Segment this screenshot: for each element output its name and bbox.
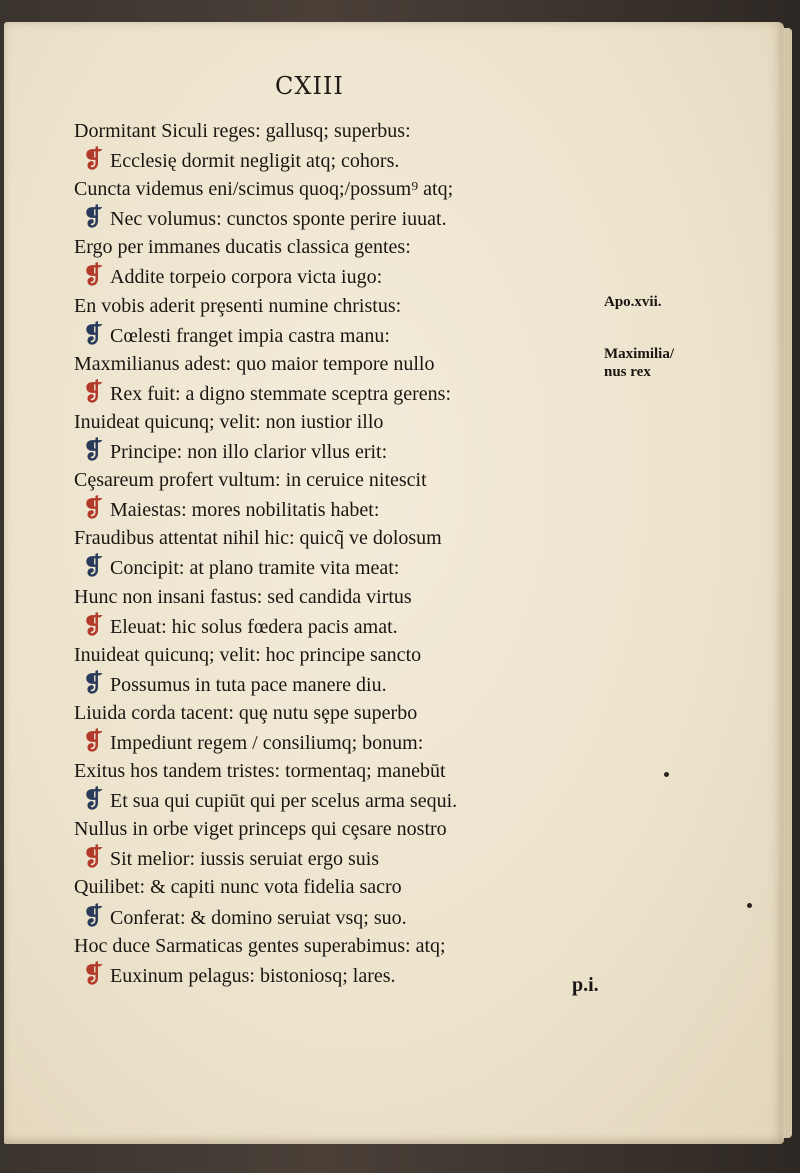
poem-line-text: Nullus in orbe viget princeps qui cȩsare nostro	[74, 818, 447, 841]
poem-line-text: En vobis aderit prȩsenti numine christus:	[74, 294, 402, 317]
poem-line	[74, 350, 634, 379]
poem-line	[74, 903, 634, 932]
poem-line	[74, 873, 634, 902]
poem-line	[74, 670, 634, 699]
red-paraph-mark-icon: ❡	[82, 496, 104, 523]
poem-line-text: Inuideat quicunq; velit: non iustior illo	[74, 410, 384, 433]
poem-line	[74, 524, 634, 553]
red-paraph-mark-icon: ❡	[82, 612, 104, 639]
margin-note-line: Maximilia/	[604, 346, 674, 362]
poem-line	[74, 262, 634, 291]
poem-line	[74, 379, 634, 408]
poem-line-text: Exitus hos tandem tristes: tormentaq; manebūt	[74, 760, 446, 783]
poem-line-text: Concipit: at plano tramite vita meat:	[110, 557, 400, 580]
poem-line	[74, 292, 634, 321]
poem-line-text: Cȩsareum profert vultum: in ceruice nitescit	[74, 469, 427, 492]
poem-line-text: Dormitant Siculi reges: gallusq; superbus:	[74, 120, 411, 142]
red-paraph-mark-icon: ❡	[82, 845, 104, 872]
blue-paraph-mark-icon: ❡	[82, 321, 104, 348]
poem-line-text: Et sua qui cupiūt qui per scelus arma sequi.	[110, 790, 458, 813]
red-paraph-mark-icon: ❡	[82, 728, 104, 755]
margin-note-apocalypse: Apo.xvii.	[604, 294, 662, 310]
ink-speck	[664, 772, 669, 777]
red-paraph-mark-icon: ❡	[82, 263, 104, 290]
poem-line-text: Hunc non insani fastus: sed candida virtus	[74, 585, 412, 608]
poem-line	[74, 117, 634, 146]
blue-paraph-mark-icon: ❡	[82, 787, 104, 814]
poem-line-text: Rex fuit: a digno stemmate sceptra gerens:	[110, 382, 452, 405]
poem-line-text: Sit melior: iussis seruiat ergo suis	[110, 848, 380, 871]
margin-note-line: nus rex	[604, 364, 651, 380]
signature-mark: p.i.	[572, 974, 599, 996]
ink-speck	[747, 903, 752, 908]
poem-line-text: Ergo per immanes ducatis classica gentes:	[74, 236, 411, 259]
poem-line	[74, 175, 634, 204]
poem-line-text: Principe: non illo clarior vllus erit:	[110, 441, 388, 464]
poem-line-text: Cuncta videmus eni/scimus quoq;/possum⁹ atq;	[74, 178, 454, 201]
poem-line	[74, 844, 634, 873]
blue-paraph-mark-icon: ❡	[82, 670, 104, 697]
poem-line	[74, 408, 634, 437]
poem-line	[74, 583, 634, 612]
poem-line	[74, 553, 634, 582]
blue-paraph-mark-icon: ❡	[82, 903, 104, 930]
blue-paraph-mark-icon: ❡	[82, 554, 104, 581]
poem-line-text: Nec volumus: cunctos sponte perire iuuat.	[110, 208, 447, 231]
poem-line-text: Liuida corda tacent: quȩ nutu sȩpe superbo	[74, 701, 418, 724]
poem-line	[74, 932, 634, 961]
poem-line	[74, 641, 634, 670]
poem-line	[74, 815, 634, 844]
red-paraph-mark-icon: ❡	[82, 147, 104, 174]
poem-line	[74, 786, 634, 815]
poem-line	[74, 699, 634, 728]
poem-line-text: Cœlesti franget impia castra manu:	[110, 324, 390, 347]
poem-line-text: Maiestas: mores nobilitatis habet:	[110, 499, 380, 522]
poem-line-text: Inuideat quicunq; velit: hoc principe sancto	[74, 643, 422, 666]
poem-line	[74, 728, 634, 757]
page-edges	[782, 28, 792, 1138]
blue-paraph-mark-icon: ❡	[82, 438, 104, 465]
poem-line	[74, 612, 634, 641]
poem-line-text: Possumus in tuta pace manere diu.	[110, 673, 387, 696]
poem-line-text: Impediunt regem / consiliumq; bonum:	[110, 731, 424, 754]
poem-line	[74, 321, 634, 350]
poem-text-block	[74, 117, 634, 990]
poem-line	[74, 757, 634, 786]
poem-line-text: Maxmilianus adest: quo maior tempore nullo	[74, 352, 435, 375]
poem-line	[74, 233, 634, 262]
folio-number: CXIII	[275, 72, 344, 100]
red-paraph-mark-icon: ❡	[82, 379, 104, 406]
poem-line-text: Conferat: & domino seruiat vsq; suo.	[110, 906, 407, 929]
poem-line	[74, 495, 634, 524]
margin-note-maximilianus	[604, 345, 724, 381]
poem-line	[74, 466, 634, 495]
poem-line-text: Hoc duce Sarmaticas gentes superabimus: atq;	[74, 934, 446, 957]
poem-line	[74, 146, 634, 175]
poem-line-text: Quilibet: & capiti nunc vota fidelia sacro	[74, 876, 402, 899]
poem-line-text: Ecclesię dormit negligit atq; cohors.	[110, 150, 400, 173]
poem-line	[74, 961, 634, 990]
poem-line-text: Euxinum pelagus: bistoniosq; lares.	[110, 964, 396, 987]
poem-line-text: Fraudibus attentat nihil hic: quicq̃ ve dolosum	[74, 527, 442, 550]
blue-paraph-mark-icon: ❡	[82, 205, 104, 232]
red-paraph-mark-icon: ❡	[82, 961, 104, 988]
poem-line	[74, 437, 634, 466]
poem-line-text: Eleuat: hic solus fœdera pacis amat.	[110, 615, 398, 638]
poem-line-text: Addite torpeio corpora victa iugo:	[110, 266, 383, 289]
poem-line	[74, 204, 634, 233]
